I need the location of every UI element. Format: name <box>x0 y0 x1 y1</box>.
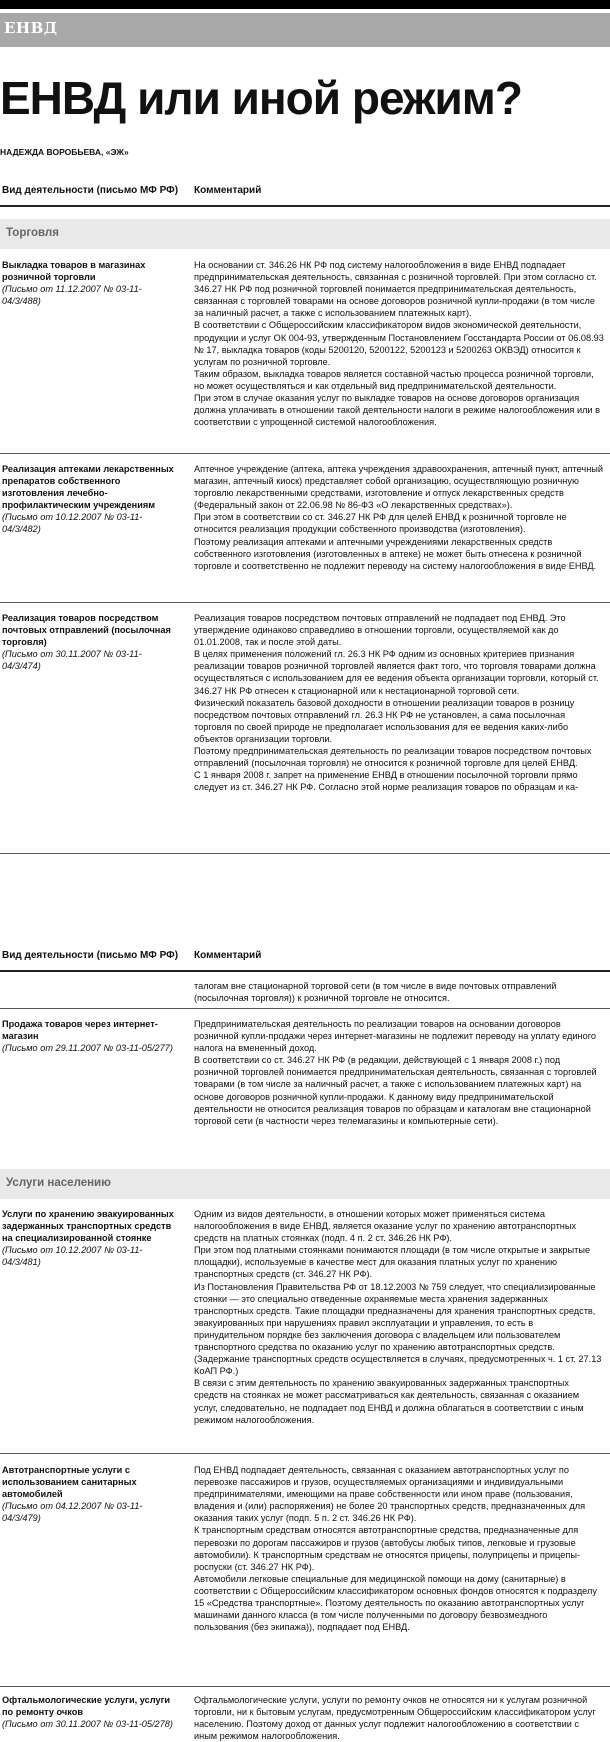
comment-paragraph: Под ЕНВД подпадает деятельность, связанная с оказанием автотранспортных услуг по перевозке пассажиров и грузов, осуществляемых организациями и индивидуальными предпринимателями, имеющими на праве собственности или ином праве (пользования, владения и (или) распоряжения) не более 20 транспортных средств, предназначенных для оказания таких услуг (подп. 5 п. 2 ст. 346.26 НК РФ). <box>194 1465 586 1524</box>
section-services <box>0 1169 610 1199</box>
activity-label: Автотранспортные услуги с использованием санитарных автомобилей <box>2 1465 137 1500</box>
activity-cell <box>2 1018 178 1054</box>
comment-paragraph: В целях применения положений гл. 26.3 НК РФ одним из основных критериев признания реализации товаров розничной торговлей является факт того, что торговля товарами должна осуществляться с использованием для ее ведения объекта организации торговли, который ст. 346.27 НК РФ отнесен к стационарной или к нестационарной торговой сети. <box>194 649 599 696</box>
comment-paragraph: Поэтому реализация аптеками и аптечными учреждениями лекарственных средств собственного изготовления (изготовленных в аптеке) не может быть отнесена к розничной торговле и соответственно не подлежит переводу на систему налогообложения в виде ЕНВД. <box>194 536 597 571</box>
row-divider <box>0 1453 610 1454</box>
comment-paragraph: При этом в соответствии со ст. 346.27 НК РФ для целей ЕНВД к розничной торговле не относится реализация продукции собственного производства (изготовления). <box>194 512 567 535</box>
comment-paragraph: Аптечное учреждение (аптека, аптека учреждения здравоохранения, аптечный пункт, аптечный магазин, аптечный киоск) представляет собой организацию, осуществляющую розничную торговлю лекарственными средствами, изготовление и отпуск лекарственных средств (Федеральный закон от 22.06.98 № 86-ФЗ «О лекарственных средствах»). <box>194 464 604 511</box>
comment-cell <box>194 1208 604 1426</box>
column-header-comment: Комментарий <box>194 950 262 961</box>
comment-paragraph: При этом под платными стоянками понимаются площади (в том числе открытые и закрытые площадки), используемые в качестве мест для оказания платных услуг по хранению транспортных средств (ст. 346.27 НК РФ). <box>194 1245 591 1280</box>
comment-paragraph: В соответствии со ст. 346.27 НК РФ (в редакции, действующей с 1 января 2008 г.) под розничной торговлей понимается предпринимательская деятельность, связанная с торговлей товарами (в том числе за наличный расчет, а также с использованием платежных карт) на основе договоров розничной купли-продажи. К данному виду предпринимательской деятельности не относится реализация товаров по образцам и каталогам вне стационарной торговой сети (в частности через телемагазины и компьютерные сети). <box>194 1055 597 1126</box>
table-header-continued <box>0 950 610 970</box>
header-rule <box>0 970 610 972</box>
comment-cell <box>194 259 604 428</box>
header-rule <box>0 205 610 207</box>
section-title-services: Услуги населению <box>6 1177 111 1189</box>
letter-reference: (Письмо от 29.11.2007 № 03-11-05/277) <box>2 1043 173 1054</box>
column-header-activity: Вид деятельности (письмо МФ РФ) <box>2 185 179 196</box>
letter-reference: (Письмо от 11.12.2007 № 03-11-04/3/488) <box>2 284 142 307</box>
letter-reference: (Письмо от 30.11.2007 № 03-11-05/278) <box>2 1719 173 1730</box>
rubric-label: ЕНВД <box>4 19 58 37</box>
activity-label: Услуги по хранению эвакуированных задержанных транспортных средств на специализированной стоянке <box>2 1209 174 1244</box>
comment-cell <box>194 980 604 1004</box>
activity-cell <box>2 612 178 672</box>
comment-paragraph: На основании ст. 346.26 НК РФ под систему налогообложения в виде ЕНВД подпадает предпринимательская деятельность, связанная с розничной торговлей. При этом согласно ст. 346.27 НК РФ под розничной торговлей понимается предпринимательская деятельность, связанная с торговлей товарами на основе договоров розничной купли-продажи (в том числе за наличный расчет, а также с использованием платежных карт). <box>194 260 597 319</box>
comment-paragraph: талогам вне стационарной торговой сети (в том числе в виде почтовых отправлений (посылочная торговля)) к розничной торговле не относится. <box>194 981 557 1004</box>
activity-cell <box>2 1694 178 1730</box>
table-header <box>0 185 610 205</box>
column-header-comment: Комментарий <box>194 185 262 196</box>
comment-paragraph: Одним из видов деятельности, в отношении которых может применяться система налогообложения в виде ЕНВД, является оказание услуг по хранению автотранспортных средств на платных стоянках (подп. 4 п. 2 ст. 346.26 НК РФ). <box>194 1209 577 1244</box>
comment-paragraph: Физический показатель базовой доходности в отношении реализации товаров в розницу посредством почтовых отправлений гл. 26.3 НК РФ не установлен, а сама посылочная торговля по своей природе не предполагает использования для ее ведения каких-либо объектов организации торговли. <box>194 697 575 744</box>
comment-cell <box>194 1018 604 1127</box>
comment-paragraph: Реализация товаров посредством почтовых отправлений не подпадает под ЕНВД. Это утверждение одинаково справедливо в отношении торговли, осуществляемой как до 01.01.2008, так и после этой даты. <box>194 613 566 648</box>
column-header-activity: Вид деятельности (письмо МФ РФ) <box>2 950 179 961</box>
comment-paragraph: При этом в случае оказания услуг по выкладке товаров на основе договоров организация должна уплачивать в отношении такой деятельности налоги в режиме налогообложения или в соответствии с упрощенной системой налогообложения. <box>194 393 600 428</box>
comment-cell <box>194 1464 604 1633</box>
row-divider <box>0 1686 610 1687</box>
comment-paragraph: Из Постановления Правительства РФ от 18.12.2003 № 759 следует, что специализированные стоянки — это специально отведенные охраняемые места хранения задержанных транспортных средств. Такие площадки предназначены для хранения транспортных средств, эвакуированных при нарушениях правил эксплуатации и управления, то есть в принудительном порядке без заключения договора с владельцем или пользователем транспортного средства по оказанию услуг по хранению автотранспортных средств. (Задержание транспортных средств осуществляется в случаях, предусмотренных ч. 1 ст. 27.13 КоАП РФ.) <box>194 1281 602 1377</box>
letter-reference: (Письмо от 10.12.2007 № 03-11-04/3/482) <box>2 512 143 535</box>
letter-reference: (Письмо от 04.12.2007 № 03-11-04/3/479) <box>2 1501 143 1524</box>
byline: НАДЕЖДА ВОРОБЬЕВА, «ЭЖ» <box>0 147 129 157</box>
activity-cell <box>2 463 178 536</box>
comment-paragraph: К транспортным средствам относятся автотранспортные средства, предназначенные для перевозки по дорогам пассажиров и грузов (автобусы любых типов, легковые и грузовые автомобили). К транспортным средствам не относятся прицепы, полуприцепы и прицепы-роспуски (ст. 346.27 НК РФ). <box>194 1525 581 1572</box>
top-rule <box>0 0 610 9</box>
row-divider <box>0 853 610 854</box>
comment-cell <box>194 463 604 572</box>
comment-paragraph: Автомобили легковые специальные для медицинской помощи на дому (санитарные) в соответствии с Общероссийским классификатором основных фондов относятся к подразделу 15 «Средства транспортные». Поэтому деятельность по оказанию автотранспортных услуг машинами данного класса (в том числе полученными по договору безвозмездного пользования (без экипажа)), подпадает под ЕНВД. <box>194 1573 597 1633</box>
article-title: ЕНВД или иной режим? <box>0 72 522 124</box>
comment-cell <box>194 612 604 793</box>
activity-cell <box>2 259 178 307</box>
activity-cell <box>2 1208 178 1268</box>
rubric-bar <box>0 13 610 47</box>
comment-paragraph: Предпринимательская деятельность по реализации товаров на основании договоров розничной купли-продажи через интернет-магазины не подлежит переводу на уплату единого налога на вмененный доход. <box>194 1019 596 1054</box>
comment-paragraph: С 1 января 2008 г. запрет на применение ЕНВД в отношении посылочной торговли прямо следует из ст. 346.27 НК РФ. Согласно этой норме реализация товаров по образцам и ка- <box>194 770 579 793</box>
letter-reference: (Письмо от 30.11.2007 № 03-11-04/3/474) <box>2 649 142 672</box>
letter-reference: (Письмо от 10.12.2007 № 03-11-04/3/481) <box>2 1245 143 1268</box>
activity-label: Выкладка товаров в магазинах розничной торговли <box>2 260 146 283</box>
activity-label: Реализация товаров посредством почтовых отправлений (посылочная торговля) <box>2 613 171 648</box>
row-divider <box>0 453 610 454</box>
row-divider <box>0 602 610 603</box>
activity-label: Продажа товаров через интернет-магазин <box>2 1019 158 1042</box>
activity-label: Реализация аптеками лекарственных препаратов собственного изготовления лечебно-профилактическим учреждениям <box>2 464 174 511</box>
comment-paragraph: Поэтому предпринимательская деятельность по реализации товаров посредством почтовых отправлений (посылочная торговля) не относится к розничной торговле для целей ЕНВД. <box>194 746 592 769</box>
section-trade <box>0 219 610 249</box>
comment-paragraph: В связи с этим деятельность по хранению эвакуированных задержанных транспортных средств на стоянках не может рассматриваться как деятельность, связанная с оказанием услуг, следовательно, не подпадает под ЕНВД и должна облагаться в соответствии с иным режимом налогообложения. <box>194 1378 584 1425</box>
comment-paragraph: Офтальмологические услуги, услуги по ремонту очков не относятся ни к услугам розничной торговли, ни к бытовым услугам, предусмотренным Общероссийским классификатором услуг населению. Поэтому доход от данных услуг подлежит налогообложению в соответствии с иным режимом налогообложения. <box>194 1695 596 1742</box>
comment-paragraph: В соответствии с Общероссийским классификатором видов экономической деятельности, продукции и услуг ОК 004-93, утвержденным Постановлением Госстандарта России от 06.08.93 № 17, выкладка товаров (коды 5200120, 5200122, 5200123 и 5200263 ОКВЭД) относится к услугам по розничной торговле. <box>194 320 604 367</box>
comment-cell <box>194 1694 604 1742</box>
comment-paragraph: Таким образом, выкладка товаров является составной частью процесса розничной торговли, но может осуществляться и как отдельный вид предпринимательской деятельности. <box>194 368 594 391</box>
row-divider <box>0 1008 610 1009</box>
activity-cell <box>2 1464 178 1524</box>
activity-label: Офтальмологические услуги, услуги по ремонту очков <box>2 1695 171 1718</box>
section-title-trade: Торговля <box>6 227 59 239</box>
